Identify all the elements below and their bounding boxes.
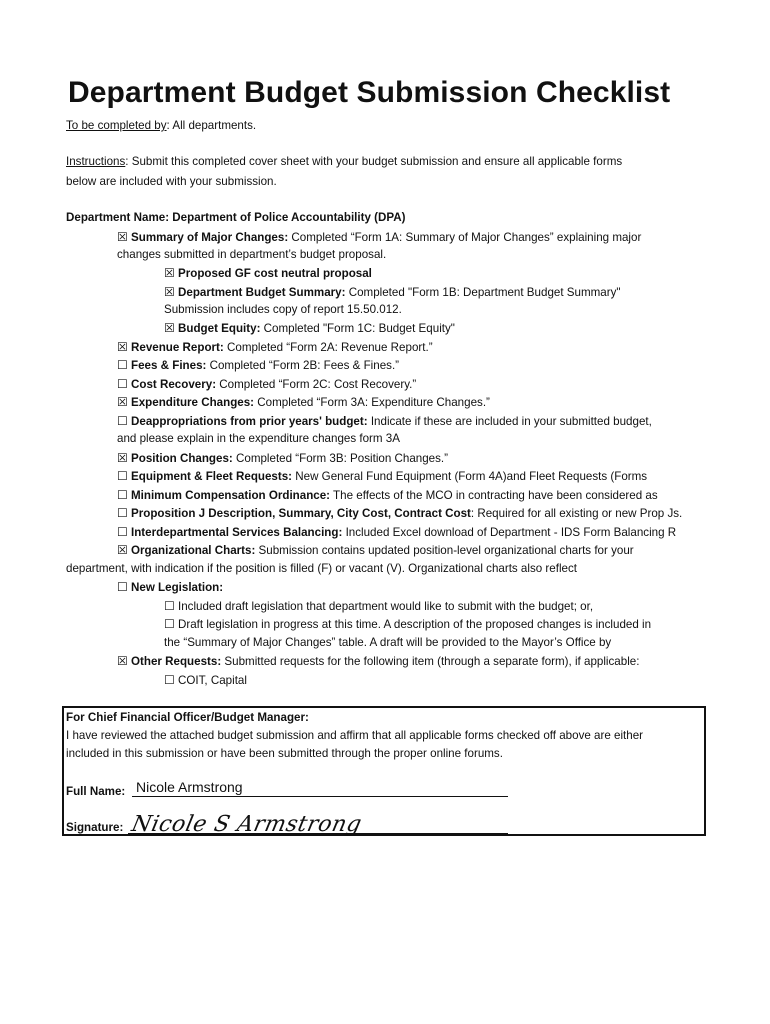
checklist-item-continuation: the “Summary of Major Changes” table. A draft will be provided to the Mayor’s Office by [164,636,612,649]
completed-by-label: To be completed by [66,119,167,132]
completed-by [66,118,256,134]
checklist-item: ☒ Expenditure Changes: Completed “Form 3A: Expenditure Changes.” [117,395,490,409]
cfo-heading: For Chief Financial Officer/Budget Manager: [66,711,309,724]
checklist-item: ☒ Position Changes: Completed “Form 3B: Position Changes.” [117,451,449,465]
checklist-item: ☐ Cost Recovery: Completed “Form 2C: Cost Recovery.” [117,377,417,391]
checklist-item: ☒ Other Requests: Submitted requests for the following item (through a separate form), if applicable: [117,654,640,668]
full-name-label: Full Name: [66,785,126,798]
checkbox-checked[interactable]: ☒ [164,321,175,335]
checklist-item: ☐ Included draft legislation that department would like to submit with the budget; or, [164,599,594,613]
handwritten-signature: Nicole S Armstrong [129,812,365,837]
checklist-item-continuation: changes submitted in department’s budget proposal. [117,248,387,261]
checklist-item: ☒ Proposed GF cost neutral proposal [164,266,372,280]
full-name-value: Nicole Armstrong [136,779,243,795]
checklist-item: ☐ Minimum Compensation Ordinance: The effects of the MCO in contracting have been considered as [117,488,658,502]
checkbox-checked[interactable]: ☒ [117,395,128,409]
instructions-text-1: : Submit this completed cover sheet with your budget submission and ensure all applicable forms [125,155,623,168]
checkbox-checked[interactable]: ☒ [117,230,128,244]
checklist-item: ☒ Budget Equity: Completed "Form 1C: Budget Equity" [164,321,455,335]
checklist-item-continuation: Submission includes copy of report 15.50.012. [164,303,402,316]
checklist-item-continuation: department, with indication if the position is filled (F) or vacant (V). Organizational charts also reflect [66,562,577,575]
checkbox-checked[interactable]: ☒ [164,285,175,299]
checklist-item: ☐ Fees & Fines: Completed “Form 2B: Fees & Fines.” [117,358,400,372]
checklist-item: ☒ Organizational Charts: Submission contains updated position-level organizational charts for your [117,543,634,557]
checkbox-unchecked[interactable]: ☐ [117,506,128,520]
checklist-item: ☐ Deappropriations from prior years' budget: Indicate if these are included in your submitted budget, [117,414,652,428]
full-name-line[interactable] [132,796,508,797]
checkbox-unchecked[interactable]: ☐ [117,377,128,391]
checklist-item: ☐ Draft legislation in progress at this time. A description of the proposed changes is included in [164,617,652,631]
page-title: Department Budget Submission Checklist [68,76,671,109]
checklist-item: ☒ Department Budget Summary: Completed "Form 1B: Department Budget Summary" [164,285,621,299]
checklist-item: ☒ Summary of Major Changes: Completed “Form 1A: Summary of Major Changes” explaining major [117,230,642,244]
instructions-line-1 [66,154,622,170]
cfo-statement-line-2: included in this submission or have been submitted through the proper online forums. [66,747,503,760]
instructions-line-2: below are included with your submission. [66,175,277,188]
checklist-item: ☐ Interdepartmental Services Balancing: Included Excel download of Department - IDS Form Balancing R [117,525,677,539]
checklist-item: ☐ Proposition J Description, Summary, City Cost, Contract Cost: Required for all existing or new Prop Js. [117,506,683,520]
checkbox-unchecked[interactable]: ☐ [164,599,175,613]
signature-label: Signature: [66,821,124,834]
checklist-item: ☐ New Legislation: [117,580,224,594]
checkbox-checked[interactable]: ☒ [117,451,128,465]
cfo-statement-line-1: I have reviewed the attached budget submission and affirm that all applicable forms checked off above are either [66,729,644,742]
department-name: Department Name: Department of Police Accountability (DPA) [66,211,406,224]
checklist-item: ☒ Revenue Report: Completed “Form 2A: Revenue Report.” [117,340,433,354]
checkbox-unchecked[interactable]: ☐ [117,525,128,539]
checkbox-unchecked[interactable]: ☐ [117,469,128,483]
checklist-item: ☐ Equipment & Fleet Requests: New General Fund Equipment (Form 4A)and Fleet Requests (Forms [117,469,648,483]
checkbox-checked[interactable]: ☒ [117,654,128,668]
checkbox-checked[interactable]: ☒ [117,543,128,557]
checkbox-checked[interactable]: ☒ [164,266,175,280]
completed-by-value: : All departments. [166,119,257,132]
checklist-item-continuation: and please explain in the expenditure changes form 3A [117,432,400,445]
checkbox-unchecked[interactable]: ☐ [117,358,128,372]
checkbox-unchecked[interactable]: ☐ [117,488,128,502]
checkbox-unchecked[interactable]: ☐ [117,580,128,594]
checkbox-unchecked[interactable]: ☐ [164,673,175,687]
checkbox-checked[interactable]: ☒ [117,340,128,354]
checkbox-unchecked[interactable]: ☐ [164,617,175,631]
instructions-label: Instructions [66,155,126,168]
checklist-item: ☐ COIT, Capital [164,673,247,687]
checkbox-unchecked[interactable]: ☐ [117,414,128,428]
